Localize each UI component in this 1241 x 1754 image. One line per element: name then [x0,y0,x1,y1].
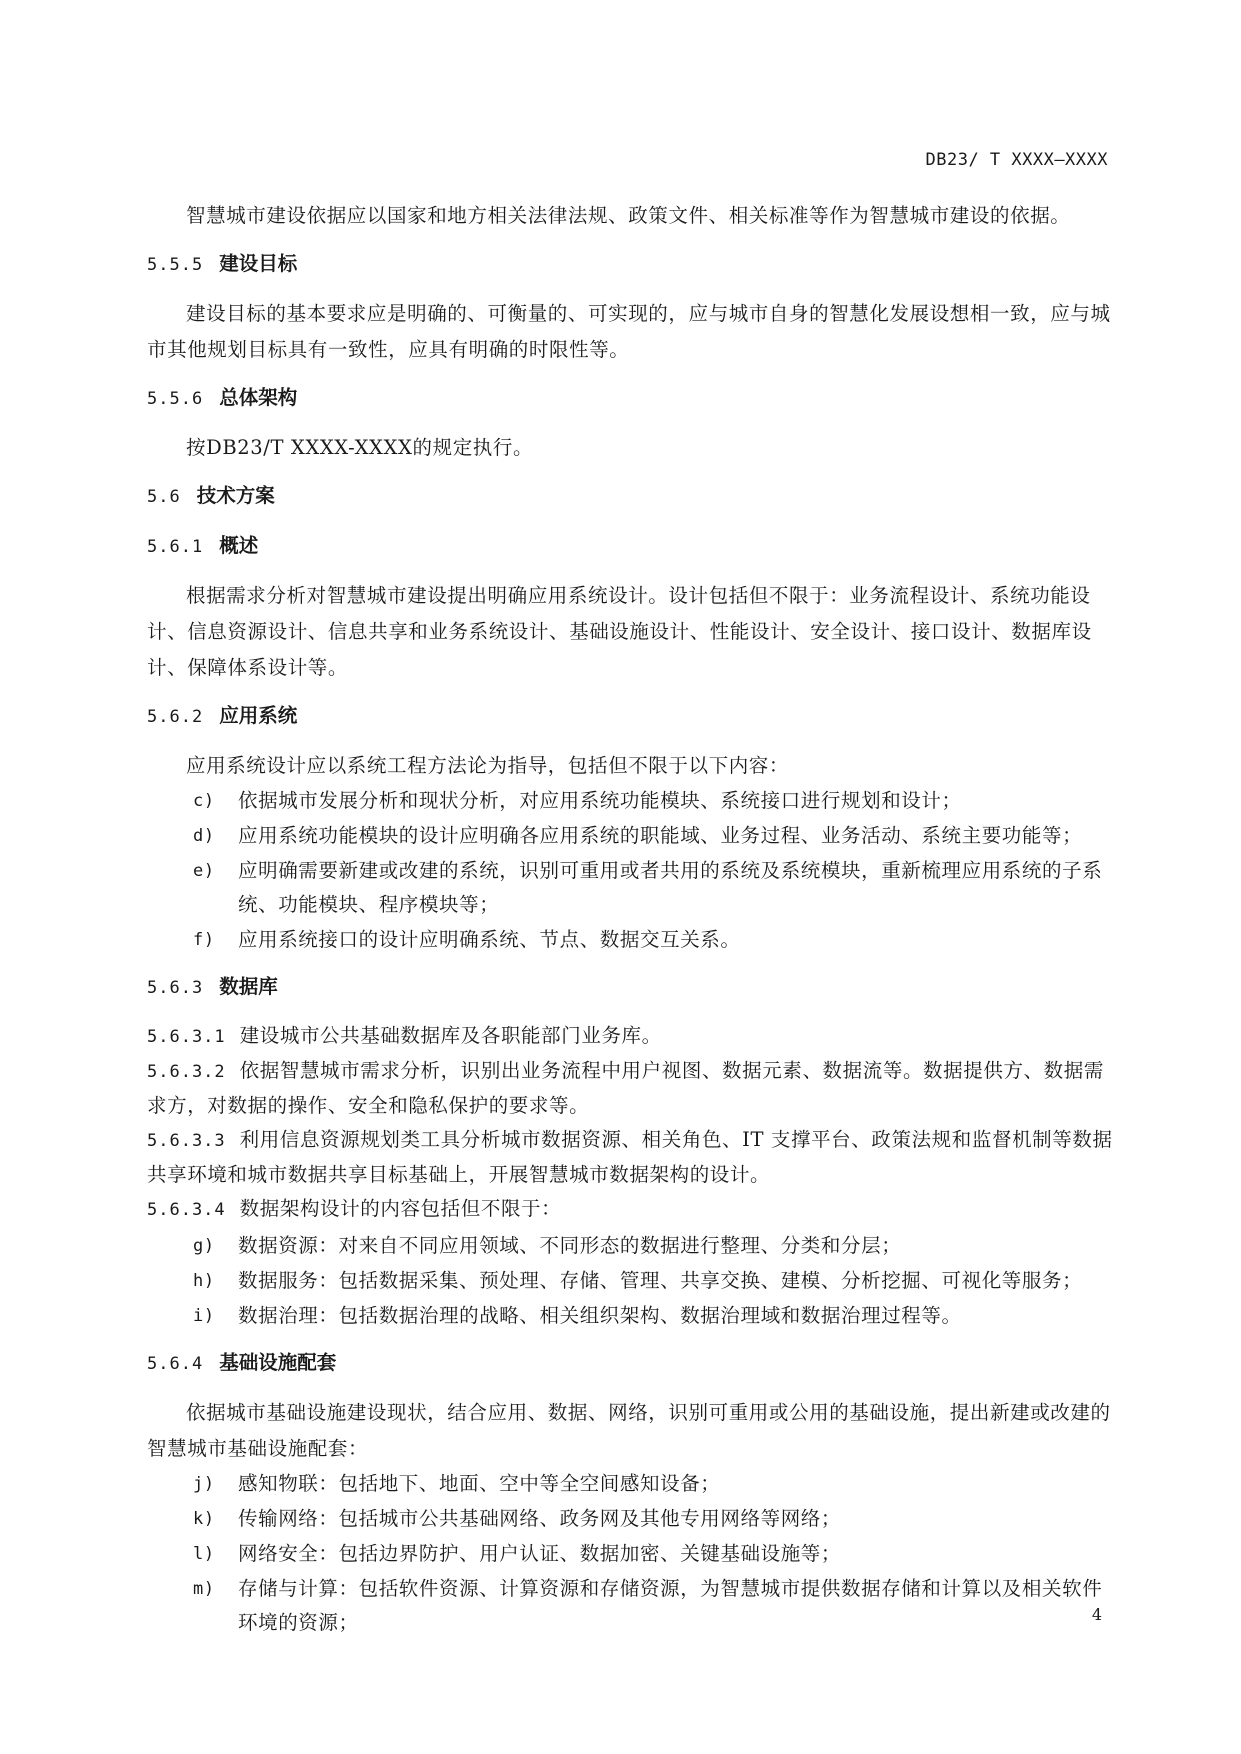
document-code: DB23/ T XXXX—XXXX [925,150,1108,170]
section-title: 技术方案 [196,484,275,507]
paragraph-overview: 根据需求分析对智慧城市建设提出明确应用系统设计。设计包括但不限于：业务流程设计、系统功能设计、信息资源设计、信息共享和业务系统设计、基础设施设计、性能设计、安全设计、接口设计、数据库设计、保障体系设计等。 [147,584,1092,679]
list-text: 应明确需要新建或改建的系统，识别可重用或者共用的系统及系统模块，重新梳理应用系统的子系统、功能模块、程序模块等； [238,859,1103,916]
list-item [147,1299,1115,1333]
list-marker: c) [193,791,215,811]
section-title: 基础设施配套 [219,1351,337,1374]
list-item [147,1502,1115,1536]
list-text: 数据治理：包括数据治理的战略、相关组织架构、数据治理域和数据治理过程等。 [238,1304,962,1327]
section-number: 5.6.2 [147,707,204,727]
clause-number: 5.6.3.4 [147,1200,226,1220]
clause-5-6-3-2 [147,1054,1115,1123]
list-marker: d) [193,826,215,846]
section-number: 5.6 [147,487,181,507]
section-title: 数据库 [219,975,278,998]
list-text: 数据资源：对来自不同应用领域、不同形态的数据进行整理、分类和分层； [238,1234,902,1257]
section-5-6-3 [147,969,1115,1006]
clause-number: 5.6.3.2 [147,1062,226,1082]
list-marker: m) [193,1579,215,1599]
section-5-6 [147,478,1115,515]
list-text: 感知物联：包括地下、地面、空中等全空间感知设备； [238,1472,721,1495]
clause-number: 5.6.3.1 [147,1027,226,1047]
data-architecture-list [147,1229,1115,1333]
section-title: 总体架构 [219,386,298,409]
list-marker: k) [193,1509,215,1529]
clause-text: 依据智慧城市需求分析，识别出业务流程中用户视图、数据元素、数据流等。数据提供方、数据需求方，对数据的操作、安全和隐私保护的要求等。 [147,1059,1104,1117]
paragraph-basis: 智慧城市建设依据应以国家和地方相关法律法规、政策文件、相关标准等作为智慧城市建设的依据。 [186,204,1071,227]
section-title: 建设目标 [219,252,298,275]
section-number: 5.5.5 [147,255,204,275]
list-text: 传输网络：包括城市公共基础网络、政务网及其他专用网络等网络； [238,1507,842,1530]
paragraph-application: 应用系统设计应以系统工程方法论为指导，包括但不限于以下内容： [186,754,790,777]
section-number: 5.6.3 [147,978,204,998]
section-5-6-2 [147,698,1115,735]
list-marker: e) [193,861,215,881]
section-5-6-1 [147,528,1115,565]
section-5-5-5 [147,246,1115,283]
list-text: 应用系统功能模块的设计应明确各应用系统的职能域、业务过程、业务活动、系统主要功能等； [238,824,1083,847]
list-text: 数据服务：包括数据采集、预处理、存储、管理、共享交换、建模、分析挖掘、可视化等服务； [238,1269,1083,1292]
list-item [147,1229,1115,1263]
list-marker: l) [193,1544,215,1564]
list-text: 存储与计算：包括软件资源、计算资源和存储资源，为智慧城市提供数据存储和计算以及相关软件环境的资源； [238,1577,1103,1634]
list-item [147,784,1115,818]
section-title: 概述 [219,534,259,557]
list-item [147,854,1115,922]
paragraph-goal: 建设目标的基本要求应是明确的、可衡量的、可实现的，应与城市自身的智慧化发展设想相一致，应与城市其他规划目标具有一致性，应具有明确的时限性等。 [147,302,1111,361]
section-number: 5.6.4 [147,1354,204,1374]
list-item [147,1264,1115,1298]
section-5-6-4 [147,1345,1115,1382]
list-item [147,1467,1115,1501]
clause-5-6-3-4 [147,1192,1115,1227]
infrastructure-list [147,1467,1115,1640]
clause-5-6-3-3 [147,1123,1115,1192]
list-text: 依据城市发展分析和现状分析，对应用系统功能模块、系统接口进行规划和设计； [238,789,962,812]
section-title: 应用系统 [219,704,298,727]
list-item [147,923,1115,957]
list-marker: g) [193,1236,215,1256]
clause-5-6-3-1 [147,1019,1115,1054]
paragraph-architecture: 按DB23/T XXXX-XXXX的规定执行。 [186,436,534,459]
list-marker: f) [193,930,215,950]
clause-text: 建设城市公共基础数据库及各职能部门业务库。 [239,1024,662,1047]
paragraph-infrastructure: 依据城市基础设施建设现状，结合应用、数据、网络，识别可重用或公用的基础设施，提出新建或改建的智慧城市基础设施配套： [147,1401,1111,1460]
list-marker: h) [193,1271,215,1291]
list-item [147,819,1115,853]
list-item [147,1572,1115,1640]
application-list [147,784,1115,957]
section-number: 5.5.6 [147,389,204,409]
clause-text: 数据架构设计的内容包括但不限于： [239,1197,562,1220]
list-item [147,1537,1115,1571]
clause-number: 5.6.3.3 [147,1131,226,1151]
list-text: 网络安全：包括边界防护、用户认证、数据加密、关键基础设施等； [238,1542,842,1565]
list-marker: j) [193,1474,215,1494]
page-number: 4 [1091,1605,1102,1624]
section-number: 5.6.1 [147,537,204,557]
section-5-5-6 [147,380,1115,417]
list-text: 应用系统接口的设计应明确系统、节点、数据交互关系。 [238,928,741,951]
document-body [147,198,1115,1652]
clause-text: 利用信息资源规划类工具分析城市数据资源、相关角色、IT 支撑平台、政策法规和监督机制等数据共享环境和城市数据共享目标基础上，开展智慧城市数据架构的设计。 [147,1128,1113,1186]
list-marker: i) [193,1306,215,1326]
